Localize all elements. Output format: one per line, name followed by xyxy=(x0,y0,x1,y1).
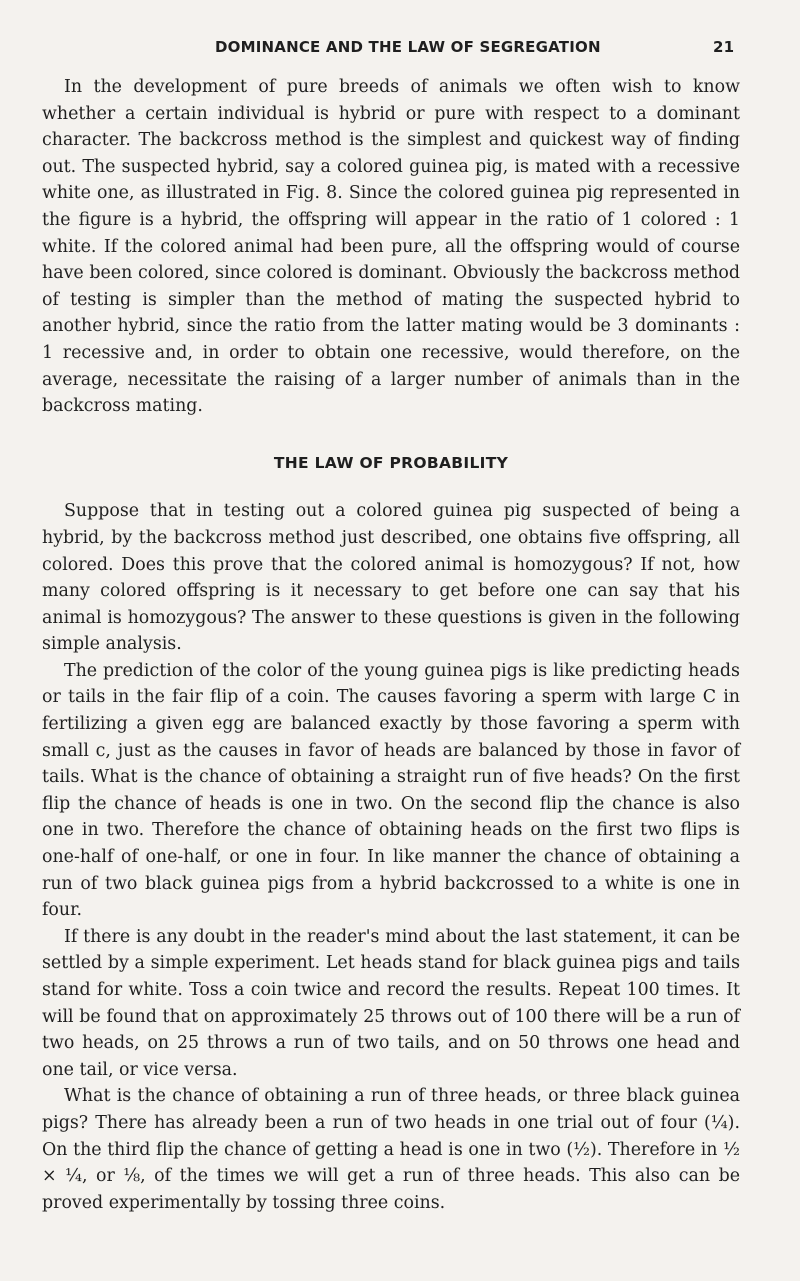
section-heading: THE LAW OF PROBABILITY xyxy=(273,453,509,472)
paragraph: In the development of pure breeds of animals we often wish to know whether a certain individual is hybrid or pure with respect to a dominant character. The backcross method is the simplest and quickest way of finding out. The suspected hybrid, say a colored guinea pig, is mated with a recessive white one, as illustrated in Fig. 8. Since the colored guinea pig represented in the figure is a hybrid, the offspring will appear in the ratio of 1 colored : 1 white. If the colored animal had been pure, all the offspring would of course have been colored, since colored is dominant. Obviously the backcross method of testing is simpler than the method of mating the suspected hybrid to another hybrid, since the ratio from the latter mating would be 3 dominants : 1 recessive and, in order to obtain one recessive, would therefore, on the average, necessitate the raising of a larger number of animals than in the backcross mating. xyxy=(42,77,740,417)
paragraph: If there is any doubt in the reader's mind about the last statement, it can be settled by a simple experiment. Let heads stand for black guinea pigs and tails stand for white. Toss a coin twice and record the results. Repeat 100 times. It will be found that on approximately 25 throws out of 100 there will be a run of two heads, on 25 throws a run of two tails, and on 50 throws one head and one tail, or vice versa. xyxy=(42,926,740,1080)
page-number: 21 xyxy=(713,38,735,56)
paragraph: What is the chance of obtaining a run of three heads, or three black guinea pigs? There has already been a run of two heads in one trial out of four (¼). On the third flip the chance of getting a head is one in two (½). Therefore in ½ × ¼, or ⅛, of the times we will get a run of three heads. This also can be proved experimentally by tossing three coins. xyxy=(42,1086,740,1213)
body-text xyxy=(42,74,740,1216)
paragraph: Suppose that in testing out a colored guinea pig suspected of being a hybrid, by the backcross method just described, one obtains five offspring, all colored. Does this prove that the colored animal is homozygous? If not, how many colored offspring is it necessary to get before one can say that his animal is homozygous? The answer to these questions is given in the following simple analysis. xyxy=(42,501,740,655)
running-title: DOMINANCE AND THE LAW OF SEGREGATION xyxy=(215,38,601,56)
paragraph: The prediction of the color of the young guinea pigs is like predicting heads or tails in the fair flip of a coin. The causes favoring a sperm with large C in fertilizing a given egg are balanced exactly by those favoring a sperm with small c, just as the causes in favor of heads are balanced by those in favor of tails. What is the chance of obtaining a straight run of five heads? On the first flip the chance of heads is one in two. On the second flip the chance is also one in two. Therefore the chance of obtaining heads on the first two flips is one-half of one-half, or one in four. In like manner the chance of obtaining a run of two black guinea pigs from a hybrid backcrossed to a white is one in four. xyxy=(42,660,740,921)
